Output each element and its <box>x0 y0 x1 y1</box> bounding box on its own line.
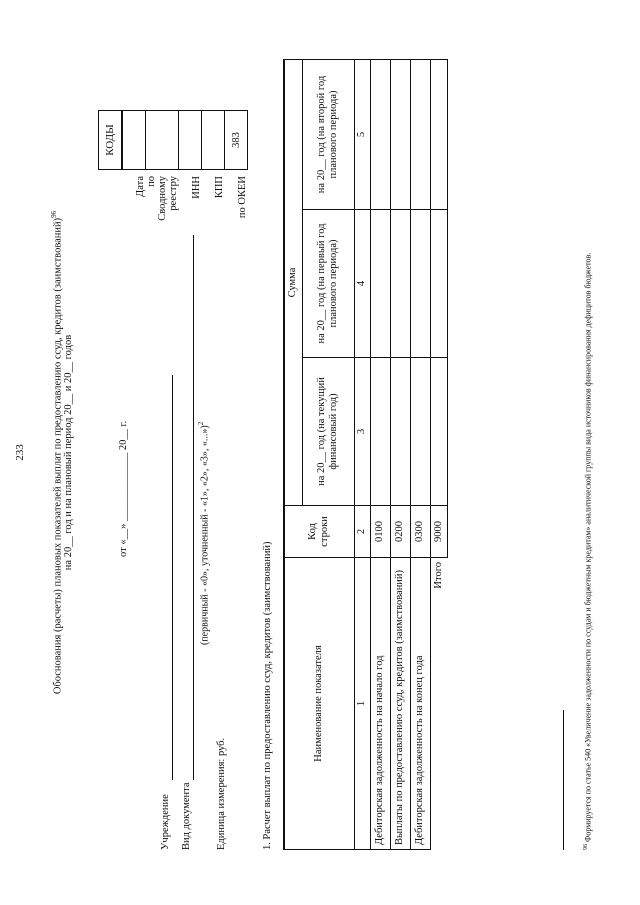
value-cell[interactable] <box>410 210 430 358</box>
institution-field[interactable] <box>172 375 173 780</box>
table-row <box>410 59 430 849</box>
col-header-sum: Сумма <box>284 59 302 505</box>
section-title: 1. Расчет выплат по предоставлению ссуд, кредитов (заимствований) <box>262 541 273 850</box>
col-header-year-plan-1: на 20__ год (на первый год планового периода) <box>302 210 354 358</box>
code-label-inn: ИНН <box>190 176 202 199</box>
codes-table <box>98 110 248 240</box>
total-code: 9000 <box>430 506 447 558</box>
col-header-name: Наименование показателя <box>284 558 354 850</box>
institution-label: Учреждение <box>160 794 171 850</box>
value-cell[interactable] <box>390 210 410 358</box>
code-label-kpp: КПП <box>213 176 225 199</box>
footnote: $^{96}$ Формируется по статье 540 «Увеличение задолженности по ссудам и бюджетным кредитам» аналитической группы вида источников финансирования дефицитов бюджетов. <box>583 252 593 850</box>
total-row <box>430 59 447 849</box>
value-cell[interactable] <box>430 210 447 358</box>
row-name: Дебиторская задолженность на конец года <box>410 558 430 850</box>
codes-header: КОДЫ <box>99 111 123 170</box>
value-cell[interactable] <box>430 59 447 209</box>
code-value-inn[interactable] <box>179 111 202 170</box>
col-number: 3 <box>354 358 370 506</box>
title-period: на 20__ год и на плановый период 20__ и 20__ годов <box>63 334 74 571</box>
code-value-okei[interactable]: 383 <box>225 111 248 170</box>
doc-type-field[interactable] <box>193 235 194 780</box>
col-number: 5 <box>354 59 370 209</box>
code-value-registry[interactable] <box>146 111 179 170</box>
col-header-code: Код строки <box>284 506 354 558</box>
doc-type-label: Вид документа <box>181 782 192 850</box>
col-header-year-current: на 20__ год (на текущий финансовый год) <box>302 358 354 506</box>
row-name: Дебиторская задолженность на начало год <box>370 558 390 850</box>
document-title <box>50 0 64 905</box>
page-number: 233 <box>14 444 26 461</box>
table-row <box>370 59 390 849</box>
value-cell[interactable] <box>370 358 390 506</box>
value-cell[interactable] <box>410 358 430 506</box>
value-cell[interactable] <box>390 358 410 506</box>
row-code: 0200 <box>390 506 410 558</box>
title-footnote-ref: 96 <box>50 210 58 218</box>
code-label-date: Дата <box>134 176 146 197</box>
total-label: Итого <box>430 558 447 850</box>
calculation-table <box>283 59 448 850</box>
value-cell[interactable] <box>390 59 410 209</box>
date-line: от «__» _____________ 20__ г. <box>118 420 129 557</box>
table-row <box>390 59 410 849</box>
value-cell[interactable] <box>370 210 390 358</box>
row-name: Выплаты по предоставлению ссуд, кредитов (заимствований) <box>390 558 410 850</box>
code-label-okei: по ОКЕИ <box>236 176 248 219</box>
col-number: 1 <box>354 558 370 850</box>
row-code: 0100 <box>370 506 390 558</box>
footnote-separator <box>563 710 564 850</box>
value-cell[interactable] <box>410 59 430 209</box>
unit-of-measure: Единица измерения: руб. <box>216 737 227 850</box>
value-cell[interactable] <box>370 59 390 209</box>
col-header-year-plan-2: на 20__ год (на второй год планового периода) <box>302 59 354 209</box>
code-label-registry: по Сводному реестру <box>145 176 179 221</box>
value-cell[interactable] <box>430 358 447 506</box>
row-code: 0300 <box>410 506 430 558</box>
code-value-date[interactable] <box>122 111 146 170</box>
col-number: 2 <box>354 506 370 558</box>
code-value-kpp[interactable] <box>202 111 225 170</box>
title-line-1: Обоснования (расчеты) плановых показателей выплат по предоставлению ссуд, кредитов (заимствований) <box>52 217 64 695</box>
col-number: 4 <box>354 210 370 358</box>
doc-type-hint: (первичный - «0», уточненный - «1», «2», «3», «...»)$^2$ <box>197 421 211 645</box>
